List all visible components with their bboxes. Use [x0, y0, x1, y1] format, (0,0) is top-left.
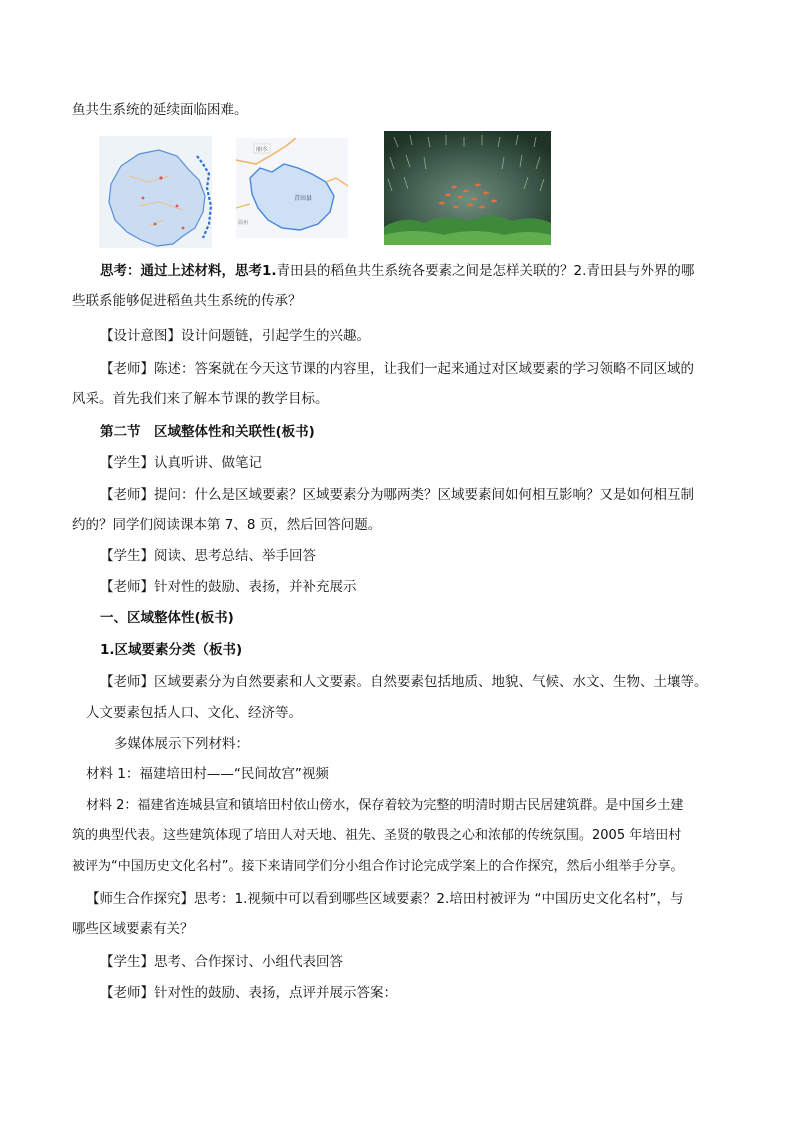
think-line-2: 些联系能够促进稻鱼共生系统的传承？ — [72, 293, 302, 309]
heading-regional-integrity: 一、区域整体性(板书) — [100, 610, 234, 626]
teacher4-line-1 — [100, 673, 708, 691]
teacher2-line-2: 约的？同学们阅读课本第 7、8 页，然后回答问题。 — [72, 517, 382, 533]
qingtian-map-image — [236, 138, 348, 238]
map2-near-label: 丽水 — [256, 146, 269, 153]
student3-text: 思考、合作探讨、小组代表回答 — [154, 954, 343, 970]
think-line-1 — [100, 262, 694, 280]
student2-line — [100, 547, 316, 565]
section-title: 第二节 区域整体性和关联性(板书) — [100, 424, 315, 440]
heading-element-classification: 1.区域要素分类（板书) — [100, 642, 243, 658]
teacher5-text: 针对性的鼓励、表扬，点评并展示答案： — [154, 985, 397, 1001]
teacher2-line-1 — [100, 486, 694, 504]
material1-line: 材料 1：福建培田村——“民间故宫”视频 — [86, 766, 329, 782]
teacher1-line-2: 风采。首先我们来了解本节课的教学目标。 — [72, 391, 329, 407]
map2-other-label: 温州 — [238, 220, 249, 226]
teacher3-tag: 【老师】 — [100, 579, 154, 595]
design-intent-tag: 【设计意图】 — [100, 328, 181, 344]
coop-line-2: 哪些区域要素有关？ — [72, 921, 194, 937]
teacher4-tag: 【老师】 — [100, 674, 154, 690]
teacher1-tag: 【老师】 — [100, 361, 154, 377]
teacher1-line-1 — [100, 360, 694, 378]
teacher4-text-1: 区域要素分为自然要素和人文要素。自然要素包括地质、地貌、气候、水文、生物、土壤等。 — [154, 674, 708, 690]
student2-tag: 【学生】 — [100, 548, 154, 564]
design-intent-line — [100, 327, 370, 345]
teacher3-line — [100, 578, 357, 596]
design-intent-text: 设计问题链，引起学生的兴趣。 — [181, 328, 370, 344]
student1-line — [100, 454, 262, 472]
teacher5-tag: 【老师】 — [100, 985, 154, 1001]
coop-tag: 【师生合作探究】 — [86, 891, 194, 907]
material2-line-3: 被评为“中国历史文化名村”。接下来请同学们分小组合作讨论完成学案上的合作探究，然后小组举手分享。 — [72, 859, 684, 874]
media-line: 多媒体展示下列材料： — [114, 736, 249, 752]
think-label: 思考：通过上述材料，思考 — [100, 263, 262, 279]
teacher4-line-2: 人文要素包括人口、文化、经济等。 — [86, 705, 302, 721]
coop-text-1: 思考：1.视频中可以看到哪些区域要素？2.培田村被评为 “中国历史文化名村”，与 — [194, 891, 684, 907]
top-line: 鱼共生系统的延续面临困难。 — [72, 102, 248, 118]
material2-line-2: 筑的典型代表。这些建筑体现了培田人对天地、祖先、圣贤的敬畏之心和浓郁的传统氛围。2005 年培田村 — [72, 828, 682, 843]
student3-line — [100, 953, 343, 971]
teacher2-text-1: 提问：什么是区域要素？区域要素分为哪两类？区域要素间如何相互影响？又是如何相互制 — [154, 487, 694, 503]
zhejiang-map-image — [99, 136, 212, 248]
rice-fish-photo-graphic — [384, 131, 551, 245]
material2-line-1: 材料 2：福建省连城县宣和镇培田村依山傍水，保存着较为完整的明清时期古民居建筑群。是中国乡土建 — [86, 798, 684, 813]
teacher3-text: 针对性的鼓励、表扬，并补充展示 — [154, 579, 357, 595]
coop-line-1 — [86, 890, 684, 908]
student3-tag: 【学生】 — [100, 954, 154, 970]
student1-text: 认真听讲、做笔记 — [154, 455, 262, 471]
think-q1-num: 1. — [262, 263, 277, 279]
teacher1-text-1: 陈述：答案就在今天这节课的内容里，让我们一起来通过对区域要素的学习领略不同区域的 — [154, 361, 694, 377]
teacher5-line — [100, 984, 397, 1002]
rice-fish-photo — [384, 131, 551, 245]
teacher2-tag: 【老师】 — [100, 487, 154, 503]
think-line1-rest: 青田县的稻鱼共生系统各要素之间是怎样关联的？2.青田县与外界的哪 — [276, 263, 695, 279]
student2-text: 阅读、思考总结、举手回答 — [154, 548, 316, 564]
zhejiang-map-graphic — [99, 136, 212, 248]
qingtian-map-graphic — [236, 138, 348, 238]
map2-place-label: 青田县 — [294, 195, 313, 202]
student1-tag: 【学生】 — [100, 455, 154, 471]
